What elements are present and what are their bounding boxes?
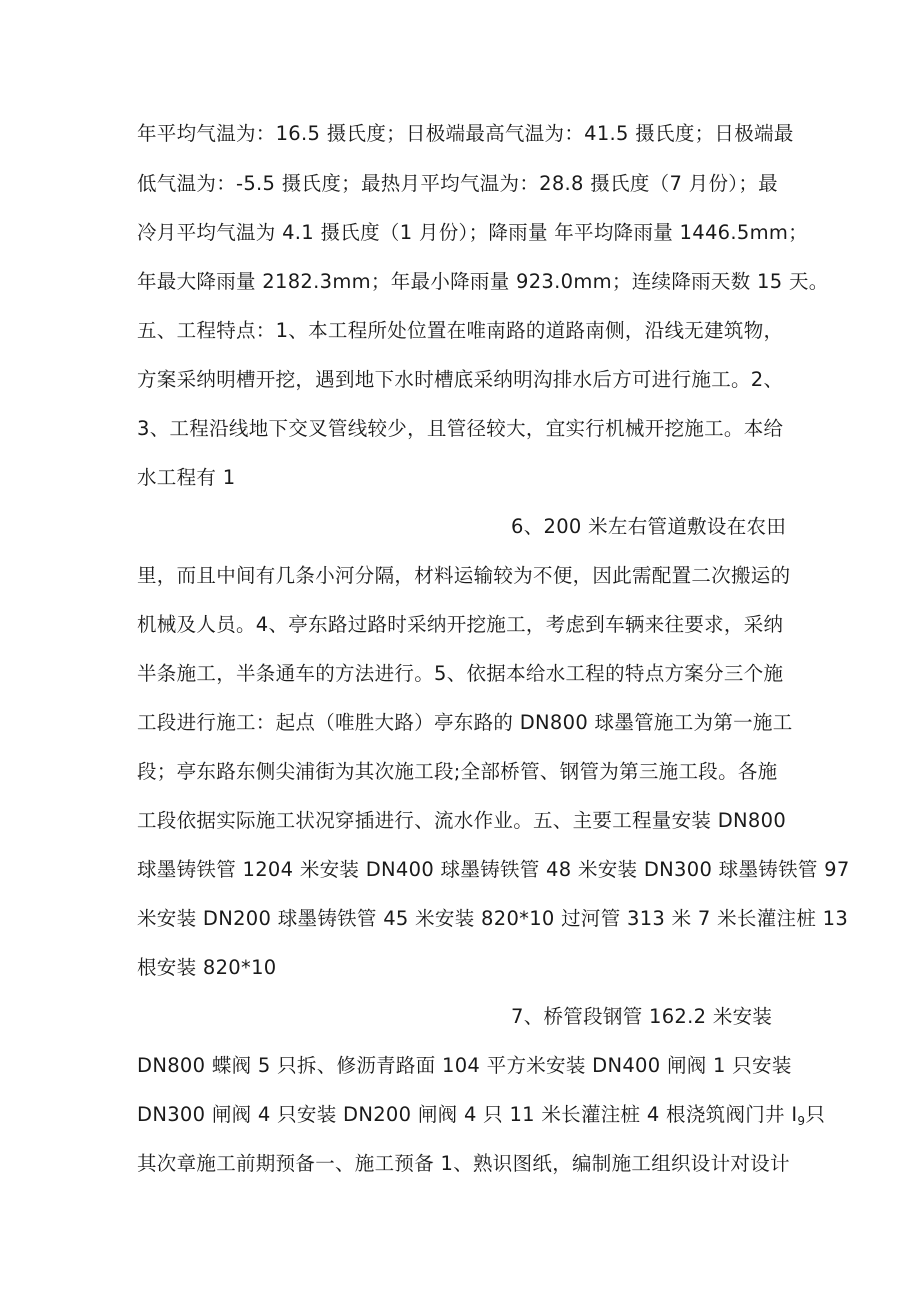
- text-line: 7、桥管段钢管 162.2 米安装: [511, 1005, 773, 1028]
- text-line: 水工程有 1: [137, 466, 236, 489]
- text-line: 3、工程沿线地下交叉管线较少，且管径较大，宜实行机械开挖施工。本给: [137, 417, 784, 440]
- text-line: 方案采纳明槽开挖，遇到地下水时槽底采纳明沟排水后方可进行施工。2、: [137, 368, 784, 391]
- text-segment: DN300 闸阀 4 只安装 DN200 闸阀 4 只 11 米长灌注桩 4 根浇筑阀门井 I: [137, 1103, 798, 1126]
- text-line: 6、200 米左右管道敷设在农田: [511, 515, 787, 538]
- subscript: 9: [797, 1114, 806, 1128]
- text-line: 五、工程特点：1、本工程所处位置在唯南路的道路南侧，沿线无建筑物，: [137, 319, 784, 342]
- text-line: DN800 蝶阀 5 只拆、修沥青路面 104 平方米安装 DN400 闸阀 1 只安装: [137, 1054, 792, 1077]
- text-line: 半条施工，半条通车的方法进行。5、依据本给水工程的特点方案分三个施: [137, 662, 784, 685]
- text-segment: 只: [805, 1103, 826, 1126]
- text-line: 球墨铸铁管 1204 米安装 DN400 球墨铸铁管 48 米安装 DN300 球墨铸铁管 97: [137, 858, 850, 881]
- text-line: 米安装 DN200 球墨铸铁管 45 米安装 820*10 过河管 313 米 7 米长灌注桩 13: [137, 907, 849, 930]
- text-line: 其次章施工前期预备一、施工预备 1、熟识图纸，编制施工组织设计对设计: [137, 1152, 790, 1175]
- text-line: 年最大降雨量 2182.3mm；年最小降雨量 923.0mm；连续降雨天数 15 天。: [137, 270, 829, 293]
- text-line: 冷月平均气温为 4.1 摄氏度（1 月份）；降雨量 年平均降雨量 1446.5mm；: [137, 221, 808, 244]
- text-line: 年平均气温为：16.5 摄氏度；日极端最高气温为：41.5 摄氏度；日极端最: [137, 122, 794, 145]
- text-line: [137, 1103, 825, 1133]
- text-line: 段；亭东路东侧尖浦街为其次施工段;全部桥管、钢管为第三施工段。各施: [137, 760, 778, 783]
- text-line: 工段依据实际施工状况穿插进行、流水作业。五、主要工程量安装 DN800: [137, 809, 787, 832]
- text-line: 低气温为：-5.5 摄氏度；最热月平均气温为：28.8 摄氏度（7 月份）；最: [137, 172, 778, 195]
- text-line: 根安装 820*10: [137, 956, 277, 979]
- text-line: 里，而且中间有几条小河分隔，材料运输较为不便，因此需配置二次搬运的: [137, 564, 791, 587]
- text-line: 工段进行施工：起点（唯胜大路）亭东路的 DN800 球墨管施工为第一施工: [137, 711, 793, 734]
- text-line: 机械及人员。4、亭东路过路时采纳开挖施工，考虑到车辆来往要求，采纳: [137, 613, 784, 636]
